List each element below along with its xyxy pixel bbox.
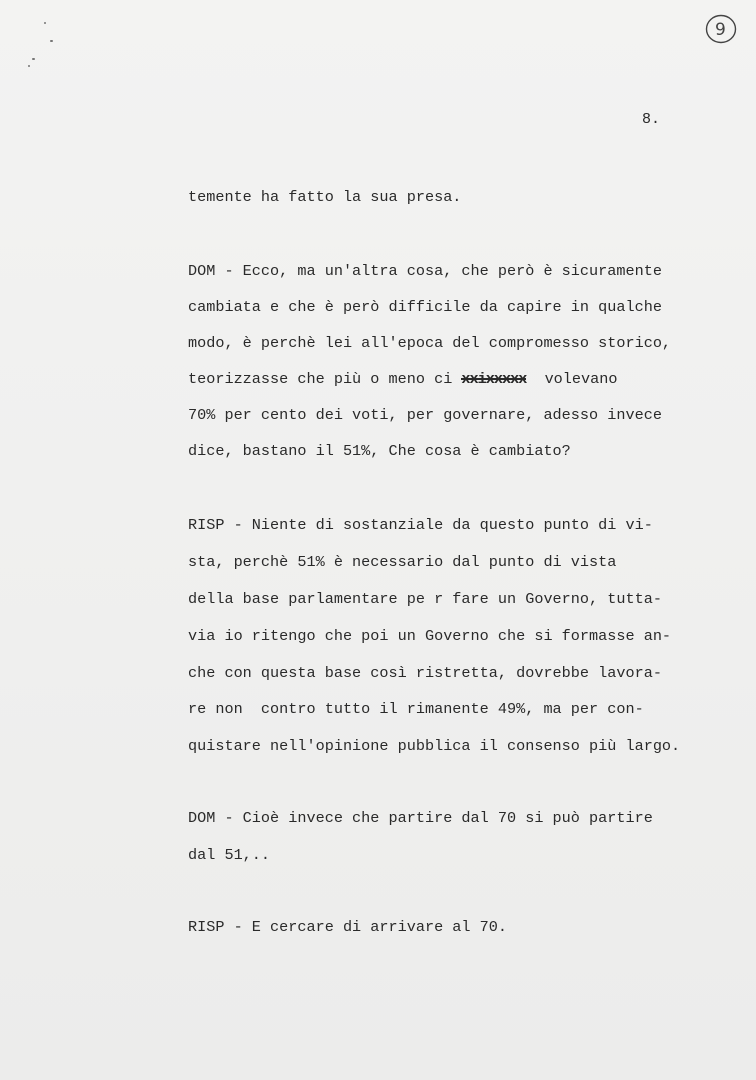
handwritten-page-number [704,12,738,46]
line-segment: volevano [526,370,618,388]
line-segment: teorizzasse che più o meno ci [188,370,462,388]
answer-line: via io ritengo che poi un Governo che si formasse an- [188,627,672,645]
question-line: 70% per cento dei voti, per governare, adesso invece [188,406,662,424]
answer-line: RISP - Niente di sostanziale da questo punto di vi- [188,516,653,534]
question-line: DOM - Ecco, ma un'altra cosa, che però è sicuramente [188,262,662,280]
typed-page-number: 8. [642,111,661,128]
paper-speck [28,65,30,67]
question-line: dice, bastano il 51%, Che cosa è cambiato? [188,442,571,460]
question-line: DOM - Cioè invece che partire dal 70 si può partire [188,809,653,827]
answer-line: quistare nell'opinione pubblica il consenso più largo. [188,737,681,755]
question-line: dal 51,.. [188,846,271,864]
text-line: temente ha fatto la sua presa. [188,188,462,206]
paper-speck [50,40,53,42]
answer-line: RISP - E cercare di arrivare al 70. [188,918,507,936]
answer-line: re non contro tutto il rimanente 49%, ma per con- [188,700,644,718]
struck-out-word: xxixxxxx [461,370,527,388]
paper-speck [32,58,35,60]
svg-text:9: 9 [715,20,726,40]
question-line [188,369,617,389]
answer-line: della base parlamentare pe r fare un Governo, tutta- [188,590,662,608]
question-line: cambiata e che è però difficile da capire in qualche [188,298,662,316]
answer-line: che con questa base così ristretta, dovrebbe lavora- [188,664,662,682]
answer-line: sta, perchè 51% è necessario dal punto di vista [188,553,617,571]
paper-speck [44,22,46,24]
question-line: modo, è perchè lei all'epoca del compromesso storico, [188,334,672,352]
